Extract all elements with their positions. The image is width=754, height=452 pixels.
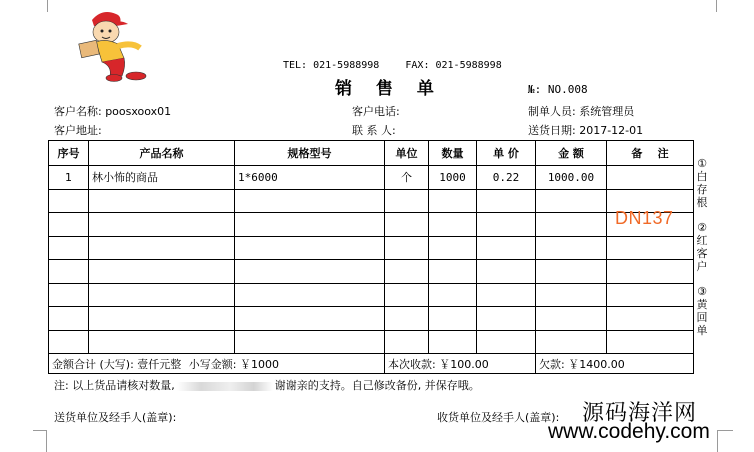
table-row bbox=[49, 189, 694, 213]
cell-qty bbox=[429, 236, 477, 260]
doc-code-stamp: DN137 bbox=[615, 208, 674, 228]
cell-price bbox=[477, 260, 536, 284]
cell-qty bbox=[429, 260, 477, 284]
total-upper: 金额合计 (大写): 壹仟元整 bbox=[52, 357, 182, 371]
cell-remark bbox=[607, 283, 694, 307]
side-label-yellow bbox=[695, 285, 709, 337]
col-header-product: 产品名称 bbox=[89, 141, 235, 166]
cell-unit bbox=[385, 260, 429, 284]
table-row bbox=[49, 330, 694, 354]
cell-spec bbox=[235, 260, 385, 284]
side-num: ① bbox=[697, 157, 707, 170]
fax-number: FAX: 021-5988998 bbox=[405, 60, 502, 71]
cell-qty bbox=[429, 283, 477, 307]
tel-number: TEL: 021-5988998 bbox=[283, 60, 380, 71]
cell-index: 1 bbox=[49, 166, 89, 190]
cell-qty bbox=[429, 213, 477, 237]
table-row bbox=[49, 166, 694, 190]
col-header-amount: 金 额 bbox=[536, 141, 607, 166]
cell-unit bbox=[385, 236, 429, 260]
col-header-qty: 数量 bbox=[429, 141, 477, 166]
corner-mark-bottom-right-h bbox=[717, 430, 733, 431]
side-char: 存 bbox=[696, 183, 708, 196]
cell-spec: 1*6000 bbox=[235, 166, 385, 190]
cell-qty bbox=[429, 330, 477, 354]
col-header-unit: 单位 bbox=[385, 141, 429, 166]
side-char: 回 bbox=[696, 311, 708, 324]
cell-product: 林小怖的商品 bbox=[89, 166, 235, 190]
receiver-signature: 收货单位及经手人(盖章): bbox=[437, 411, 560, 424]
cell-price bbox=[477, 330, 536, 354]
footer-note bbox=[54, 377, 480, 393]
customer-name: 客户名称: poosxoox01 bbox=[54, 105, 172, 118]
cell-unit bbox=[385, 283, 429, 307]
owed-amount: 欠款: ￥1400.00 bbox=[539, 357, 625, 371]
cell-qty: 1000 bbox=[429, 166, 477, 190]
cell-product bbox=[89, 283, 235, 307]
cell-amount: 1000.00 bbox=[536, 166, 607, 190]
watermark-url: www.codehy.com bbox=[548, 420, 710, 443]
side-label-white bbox=[695, 157, 709, 209]
corner-mark-bottom-left bbox=[33, 430, 47, 431]
cell-index bbox=[49, 189, 89, 213]
corner-mark-top-right bbox=[716, 0, 731, 12]
document-title: 销 售 单 bbox=[335, 79, 443, 99]
cell-product bbox=[89, 307, 235, 331]
cell-qty bbox=[429, 307, 477, 331]
table-header-row bbox=[49, 141, 694, 166]
maker: 制单人员: 系统管理员 bbox=[528, 105, 635, 118]
cell-amount bbox=[536, 213, 607, 237]
side-char: 客 bbox=[696, 247, 708, 260]
received-amount: 本次收款: ￥100.00 bbox=[388, 357, 489, 371]
delivery-date: 送货日期: 2017-12-01 bbox=[528, 124, 644, 137]
contact-person: 联 系 人: bbox=[352, 124, 396, 137]
courier-mascot-icon bbox=[72, 6, 158, 82]
cell-spec bbox=[235, 213, 385, 237]
cell-product bbox=[89, 236, 235, 260]
contact-numbers bbox=[283, 60, 502, 71]
cell-amount bbox=[536, 283, 607, 307]
col-header-spec: 规格型号 bbox=[235, 141, 385, 166]
cell-amount bbox=[536, 260, 607, 284]
cell-product bbox=[89, 260, 235, 284]
corner-mark-bottom-right bbox=[717, 430, 718, 452]
cell-amount bbox=[536, 236, 607, 260]
watermark-cn: 源码海洋网 bbox=[582, 401, 698, 426]
cell-remark bbox=[607, 260, 694, 284]
cell-unit bbox=[385, 307, 429, 331]
side-label-red bbox=[695, 221, 709, 273]
side-char: 户 bbox=[696, 260, 708, 273]
table-row bbox=[49, 283, 694, 307]
total-amount-cell bbox=[49, 354, 385, 374]
cell-index bbox=[49, 213, 89, 237]
note-prefix: 注: 以上货品请核对数量, bbox=[54, 379, 175, 392]
total-row bbox=[49, 354, 694, 374]
cell-unit: 个 bbox=[385, 166, 429, 190]
cell-remark bbox=[607, 166, 694, 190]
cell-spec bbox=[235, 283, 385, 307]
cell-spec bbox=[235, 236, 385, 260]
cell-amount bbox=[536, 330, 607, 354]
cell-index bbox=[49, 330, 89, 354]
cell-spec bbox=[235, 330, 385, 354]
cell-price: 0.22 bbox=[477, 166, 536, 190]
side-char: 黄 bbox=[696, 298, 708, 311]
cell-remark bbox=[607, 330, 694, 354]
col-header-remark: 备 注 bbox=[607, 141, 694, 166]
cell-qty bbox=[429, 189, 477, 213]
cell-unit bbox=[385, 189, 429, 213]
cell-amount bbox=[536, 189, 607, 213]
table-row bbox=[49, 213, 694, 237]
total-lower: 小写金额: ￥1000 bbox=[188, 357, 279, 371]
side-num: ② bbox=[697, 221, 707, 234]
cell-index bbox=[49, 260, 89, 284]
cell-product bbox=[89, 213, 235, 237]
side-char: 红 bbox=[696, 234, 708, 247]
side-num: ③ bbox=[697, 285, 707, 298]
cell-price bbox=[477, 189, 536, 213]
cell-remark bbox=[607, 236, 694, 260]
side-char: 根 bbox=[696, 196, 708, 209]
corner-mark-bottom-left-v bbox=[46, 430, 47, 452]
cell-product bbox=[89, 330, 235, 354]
cell-unit bbox=[385, 213, 429, 237]
sales-items-table bbox=[48, 140, 694, 374]
side-char: 单 bbox=[696, 324, 708, 337]
cell-price bbox=[477, 283, 536, 307]
col-header-index: 序号 bbox=[49, 141, 89, 166]
cell-product bbox=[89, 189, 235, 213]
customer-phone: 客户电话: bbox=[352, 105, 400, 118]
cell-index bbox=[49, 283, 89, 307]
cell-index bbox=[49, 236, 89, 260]
cell-price bbox=[477, 213, 536, 237]
table-row bbox=[49, 260, 694, 284]
received-cell bbox=[385, 354, 536, 374]
side-char: 白 bbox=[696, 170, 708, 183]
cell-unit bbox=[385, 330, 429, 354]
customer-address: 客户地址: bbox=[54, 124, 102, 137]
cell-remark bbox=[607, 307, 694, 331]
note-suffix: 谢谢亲的支持。自己修改备份, 并保存哦。 bbox=[274, 379, 480, 392]
cell-spec bbox=[235, 189, 385, 213]
cell-price bbox=[477, 236, 536, 260]
sender-signature: 送货单位及经手人(盖章): bbox=[54, 411, 177, 424]
table-row bbox=[49, 236, 694, 260]
table-row bbox=[49, 307, 694, 331]
corner-mark-top-left bbox=[33, 0, 48, 12]
owed-cell bbox=[536, 354, 694, 374]
redacted-text bbox=[177, 382, 273, 391]
document-number: №: NO.008 bbox=[528, 83, 588, 96]
cell-index bbox=[49, 307, 89, 331]
cell-spec bbox=[235, 307, 385, 331]
cell-amount bbox=[536, 307, 607, 331]
cell-price bbox=[477, 307, 536, 331]
col-header-price: 单 价 bbox=[477, 141, 536, 166]
